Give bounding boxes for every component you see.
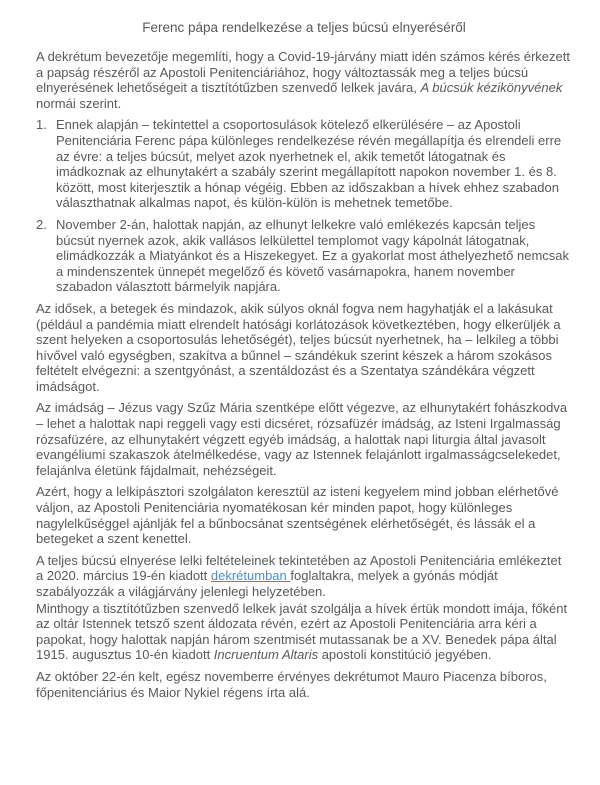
item-2-number: 2. — [36, 216, 47, 232]
masses-paragraph — [36, 601, 572, 663]
item-2-text: November 2-án, halottak napján, az elhunyt lelkekre való emlékezés kapcsán teljes búcsút nyernek azok, akik vallásos lelkülettel templomot vagy kápolnát látogatnak, elimádkozzák a Miatyánkot és a Hiszekegyet. Ez a gyakorlat most áthelyezhető nemcsak a mindenszentek ünnepét megelőző és követő vasárnapokra, hanem november szabadon választott bármelyik napjára. — [56, 216, 570, 295]
intro-text-after: normái szerint. — [36, 95, 122, 111]
conditions-text-after: foglaltakra, melyek a gyónás módját szabályozzák a világjárvány jelenlegi helyzetében. — [36, 568, 498, 599]
conditions-paragraph — [36, 553, 572, 600]
masses-text-after: apostoli konstitúció jegyében. — [318, 647, 492, 663]
intro-italic-book-title: A búcsúk kézikönyvének — [420, 80, 563, 96]
pastoral-paragraph: Azért, hogy a lelkipásztori szolgálaton keresztül az isteni kegyelem mind jobban elérhetővé váljon, az Apostoli Penitenciária nyomatékosan kér minden papot, hogy különleges nagylelkűséggel ajánlják fel a bűnbocsánat szentségének elérhetőségét, és lássák el a betegeket a szent kenettel. — [36, 484, 559, 547]
numbered-item-2 — [36, 217, 572, 295]
intro-text: A dekrétum bevezetője megemlíti, hogy a Covid-19-járvány miatt idén számos kérés érkezett a papság részéről az Apostoli Penitenciáriához, hogy változtassák meg a teljes búcsú elnyerésének lehetőségeit a tisztítótűzben szenvedő lelkek javára, — [36, 49, 570, 96]
page-title: Ferenc pápa rendelkezése a teljes búcsú elnyeréséről — [142, 20, 466, 35]
elderly-paragraph: Az idősek, a betegek és mindazok, akik súlyos oknál fogva nem hagyhatják el a lakásukat (például a pandémia miatt elrendelt hatósági korlátozások következtében, hogy elkerüljék a szent helyeken a csoportosulás lehetőségét), teljes búcsút nyerhetnek, ha – lelkileg a többi hívővel való egységben, szakítva a bűnnel – szándékuk szerint készek a három szokásos feltételt elvégezni: a szentgyónást, a szentáldozást és a Szentatya szándékára végzett imádságot. — [36, 300, 561, 394]
masses-text: Minthogy a tisztítótűzben szenvedő lelkek javát szolgálja a hívek értük mondott imája, főként az oltár Istennek tetsző szent áldozata révén, ezért az Apostoli Penitenciária arra kéri a papokat, hogy halottak napján három szentmisét mutassanak be a XV. Benedek pápa által 1915. augusztus 10-én kiadott — [36, 600, 568, 663]
decree-link[interactable]: dekrétumban — [210, 568, 291, 584]
conditions-text: A teljes búcsú elnyerése lelki feltételeinek tekintetében az Apostoli Penitenciária emlékeztet a 2020. március 19-én kiadott — [36, 552, 562, 584]
prayer-paragraph: Az imádság – Jézus vagy Szűz Mária szentképe előtt végezve, az elhunytakért fohászkodva – lehet a halottak napi reggeli vagy esti dicséret, rózsafüzér imádság, az Isteni Irgalmasság rózsafüzére, az elhunytakért végzett egyéb imádság, a halottak napi liturgia által javasolt evangéliumi szakaszok átelmélkedése, vagy az Istennek felajánlott irgalmasságcselekedet, felajánlva életünk fájdalmait, nehézségeit. — [36, 400, 568, 478]
item-1-text: Ennek alapján – tekintettel a csoportosulások kötelező elkerülésére – az Apostoli Penitenciária Ferenc pápa különleges rendelkezése révén megállapítja és elrendeli erre az évre: a teljes búcsút, melyet azok nyerhetnek el, akik temetőt látogatnak és imádkoznak az elhunytakért a szabály szerint megállapított napokon november 1. és 8. között, most kiterjesztik a hónap végéig. Ebben az időszakban a hívek ehhez szabadon választhatnak alkalmas napot, és külön-külön is mehetnek temetőbe. — [56, 117, 562, 211]
signature-paragraph: Az október 22-én kelt, egész novemberre érvényes dekrétumot Mauro Piacenza bíboros, főpenitenciárius és Maior Nykiel régens írta alá. — [36, 668, 547, 700]
intro-paragraph — [36, 49, 572, 111]
numbered-item-1 — [36, 117, 572, 211]
item-1-number: 1. — [36, 117, 47, 133]
masses-italic-constitution-title: Incruentum Altaris — [213, 647, 319, 663]
